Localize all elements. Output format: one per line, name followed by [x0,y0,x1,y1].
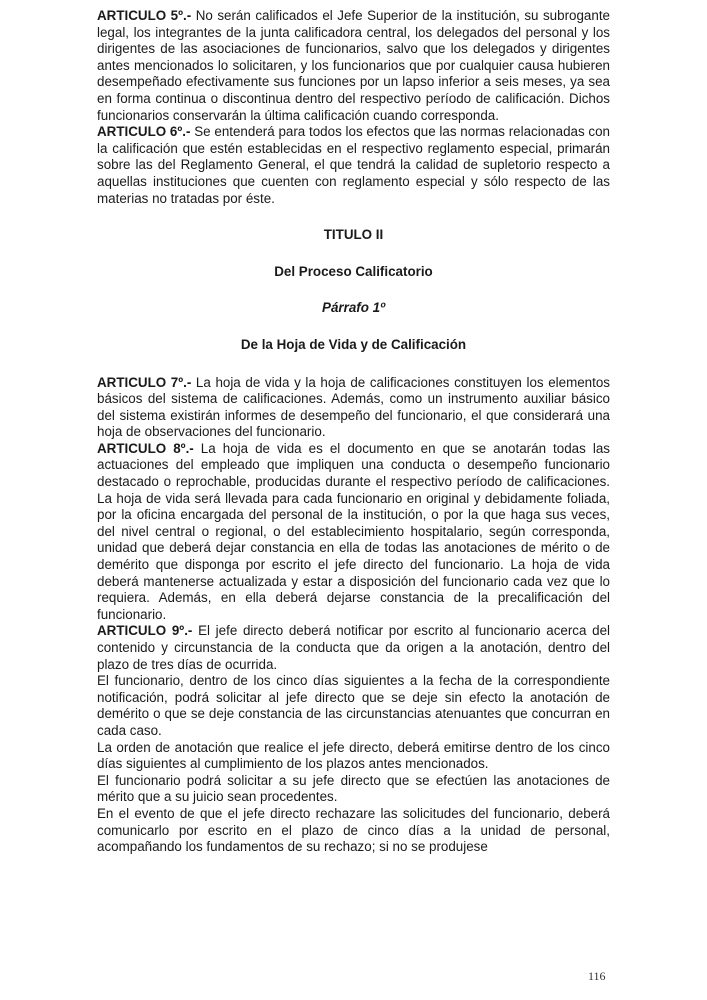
article-9-text: El jefe directo deberá notificar por escrito al funcionario acerca del contenido y circunstancia de la conducta que da origen a la anotación, dentro del plazo de tres días de ocurrida. [97,623,610,672]
article-9-clause-2: El funcionario, dentro de los cinco días siguientes a la fecha de la correspondiente notificación, podrá solicitar al jefe directo que se deje sin efecto la anotación de demérito o que se deje constancia de las circunstancias atenuantes que concurran en cada caso. [97,673,610,738]
article-9-clause-4: El funcionario podrá solicitar a su jefe directo que se efectúen las anotaciones de mérito que a su juicio sean procedentes. [97,772,610,805]
title-heading: TITULO II [323,227,384,243]
paragraph-heading: Párrafo 1º [322,300,385,316]
article-8-paragraph [97,441,610,624]
page-number: 116 [588,969,606,983]
article-6-heading: ARTICULO 6º.- [97,124,191,140]
article-8-heading: ARTICULO 8º.- [97,440,194,456]
article-5-text: No serán calificados el Jefe Superior de la institución, su subrogante legal, los integrantes de la junta calificadora central, los delegados del personal y los dirigentes de las asociaciones de funcionarios, salvo que los delegados y dirigentes antes mencionados lo solicitaren, y los funcionarios que por cualquier causa hubieren desempeñado efectivamente sus funciones por un lapso inferior a seis meses, ya sea en forma continua o discontinua dentro del respectivo período de calificación. Dichos funcionarios conservarán la última calificación cuando corresponda. [97,8,610,123]
article-8-text: La hoja de vida es el documento en que se anotarán todas las actuaciones del empleado que impliquen una conducta o desempeño funcionario destacado o reprochable, producidas durante el respectivo período de calificaciones. La hoja de vida será llevada para cada funcionario en original y debidamente foliada, por la oficina encargada del personal de la institución, o por la que haga sus veces, del nivel central o regional, o del establecimiento hospitalario, según corresponda, unidad que deberá dejar constancia en ella de todas las anotaciones de mérito o de demérito que disponga por escrito el jefe directo del funcionario. La hoja de vida deberá mantenerse actualizada y estar a disposición del funcionario cada vez que lo requiera. Además, en ella deberá dejarse constancia de la precalificación del funcionario. [97,440,610,622]
article-7-text: La hoja de vida y la hoja de calificaciones constituyen los elementos básicos del sistema de calificaciones. Además, como un instrumento auxiliar básico del sistema existirán informes de desempeño del funcionario, el que considerará una hoja de observaciones del funcionario. [97,374,610,440]
subsection-heading: De la Hoja de Vida y de Calificación [240,336,467,352]
article-9-clause-5: En el evento de que el jefe directo rechazare las solicitudes del funcionario, deberá comunicarlo por escrito en el plazo de cinco días a la unidad de personal, acompañando los fundamentos de su rechazo; si no se produjese [97,805,610,855]
article-6-text: Se entenderá para todos los efectos que las normas relacionadas con la calificación que estén establecidas en el respectivo reglamento especial, primarán sobre las del Reglamento General, el que tendrá la calidad de supletorio respecto a aquellas instituciones que cuenten con reglamento especial y sólo respecto de las materias no tratadas por éste. [97,124,611,206]
article-9-clause-3: La orden de anotación que realice el jefe directo, deberá emitirse dentro de los cinco días siguientes al cumplimiento de los plazos antes mencionados. [97,739,610,772]
article-7-paragraph [97,375,610,441]
article-5-heading: ARTICULO 5º.- [97,8,192,23]
article-7-heading: ARTICULO 7º.- [97,374,192,390]
document-page [97,8,610,856]
article-6-paragraph [97,124,610,207]
article-5-paragraph [97,8,610,124]
article-9-heading: ARTICULO 9º.- [97,623,193,639]
article-9-paragraph [97,623,610,673]
section-heading: Del Proceso Calificatorio [274,263,433,279]
